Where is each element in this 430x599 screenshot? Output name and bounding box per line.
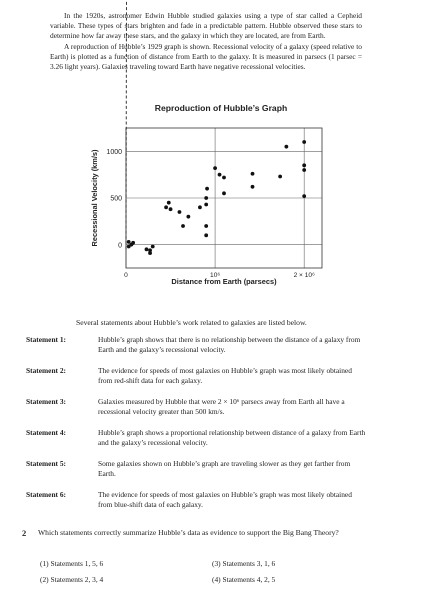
statements-intro: Several statements about Hubble’s work related to galaxies are listed below. bbox=[76, 318, 307, 327]
data-point bbox=[302, 168, 306, 172]
question-number: 2 bbox=[22, 528, 27, 538]
statement-text: Some galaxies shown on Hubble’s graph are traveling slower as they get farther from Earth. bbox=[98, 459, 351, 479]
answer-choice-1[interactable]: (1) Statements 1, 5, 6 bbox=[40, 559, 104, 568]
answer-choice-2[interactable]: (2) Statements 2, 3, 4 bbox=[40, 575, 104, 584]
statement-label: Statement 4: bbox=[26, 428, 67, 437]
statement-label: Statement 1: bbox=[26, 335, 67, 344]
data-point bbox=[204, 196, 208, 200]
data-point bbox=[251, 172, 255, 176]
x-axis-label: Distance from Earth (parsecs) bbox=[171, 277, 277, 286]
data-point bbox=[151, 245, 155, 249]
answer-choice-3[interactable]: (3) Statements 3, 1, 6 bbox=[212, 559, 276, 568]
x-tick-label: 2 × 10⁶ bbox=[293, 272, 315, 279]
data-point bbox=[198, 205, 202, 209]
statement-text: Hubble’s graph shows a proportional relationship between distance of a galaxy from Earth and the galaxy’s recessional velocity. bbox=[98, 428, 366, 448]
hubble-chart bbox=[70, 97, 370, 297]
data-point bbox=[131, 241, 135, 245]
data-point bbox=[213, 166, 217, 170]
data-point bbox=[204, 203, 208, 207]
data-point bbox=[302, 194, 306, 198]
intro-paragraph-1: In the 1920s, astronomer Edwin Hubble studied galaxies using a type of star called a Cepheid variable. These types of stars brighten and fade in a predictable pattern. Hubble observed these stars to determine how far away these stars, and the galaxy in which they are located, are from Earth. bbox=[50, 11, 362, 41]
data-point bbox=[218, 173, 222, 177]
y-tick-label: 0 bbox=[118, 242, 122, 250]
statement-text: The evidence for speeds of most galaxies on Hubble’s graph was most likely obtained from red-shift data for each galaxy. bbox=[98, 366, 352, 386]
statement-label: Statement 6: bbox=[26, 490, 67, 499]
question-text: Which statements correctly summarize Hubble’s data as evidence to support the Big Bang Theory? bbox=[38, 528, 339, 537]
data-point bbox=[145, 247, 149, 251]
statement-text: Galaxies measured by Hubble that were 2 × 10⁶ parsecs away from Earth all have a recessional velocity greater than 500 km/s. bbox=[98, 397, 345, 417]
data-point bbox=[164, 205, 168, 209]
data-point bbox=[222, 176, 226, 180]
data-point bbox=[278, 175, 282, 179]
hubble-chart-svg bbox=[70, 97, 370, 297]
data-point bbox=[169, 207, 173, 211]
y-tick-label: 500 bbox=[110, 195, 122, 203]
intro-paragraph-2: A reproduction of Hubble’s 1929 graph is shown. Recessional velocity of a galaxy (speed relative to Earth) is plotted as a function of distance from Earth to the galaxy. It is measured in parsecs (1 parsec = 3.26 light years). Galaxies traveling toward Earth have negative recessional velocities. bbox=[50, 41, 362, 72]
data-point bbox=[222, 191, 226, 195]
data-point bbox=[284, 145, 288, 149]
chart-title: Reproduction of Hubble’s Graph bbox=[154, 103, 288, 113]
y-tick-label: 1000 bbox=[106, 148, 122, 156]
x-tick-label: 10⁶ bbox=[210, 272, 221, 279]
answer-choice-4[interactable]: (4) Statements 4, 2, 5 bbox=[212, 575, 276, 584]
intro-passage bbox=[50, 11, 362, 72]
statement-text: Hubble’s graph shows that there is no relationship between the distance of a galaxy from Earth and the galaxy’s recessional velocity. bbox=[98, 335, 361, 355]
data-point bbox=[127, 240, 131, 244]
data-point bbox=[204, 233, 208, 237]
data-point bbox=[178, 210, 182, 214]
statement-label: Statement 3: bbox=[26, 397, 67, 406]
data-point bbox=[302, 140, 306, 144]
statement-label: Statement 2: bbox=[26, 366, 67, 375]
data-point bbox=[205, 187, 209, 191]
y-axis-label: Recessional Velocity (km/s) bbox=[90, 149, 99, 247]
data-point bbox=[186, 215, 190, 219]
data-point bbox=[302, 163, 306, 167]
data-point bbox=[167, 201, 171, 205]
data-point bbox=[251, 185, 255, 189]
statement-text: The evidence for speeds of most galaxies on Hubble’s graph was most likely obtained from blue-shift data of each galaxy. bbox=[98, 490, 352, 510]
x-tick-label: 0 bbox=[124, 272, 128, 279]
data-point bbox=[204, 224, 208, 228]
data-point bbox=[148, 248, 152, 252]
statement-label: Statement 5: bbox=[26, 459, 67, 468]
data-point bbox=[181, 224, 185, 228]
